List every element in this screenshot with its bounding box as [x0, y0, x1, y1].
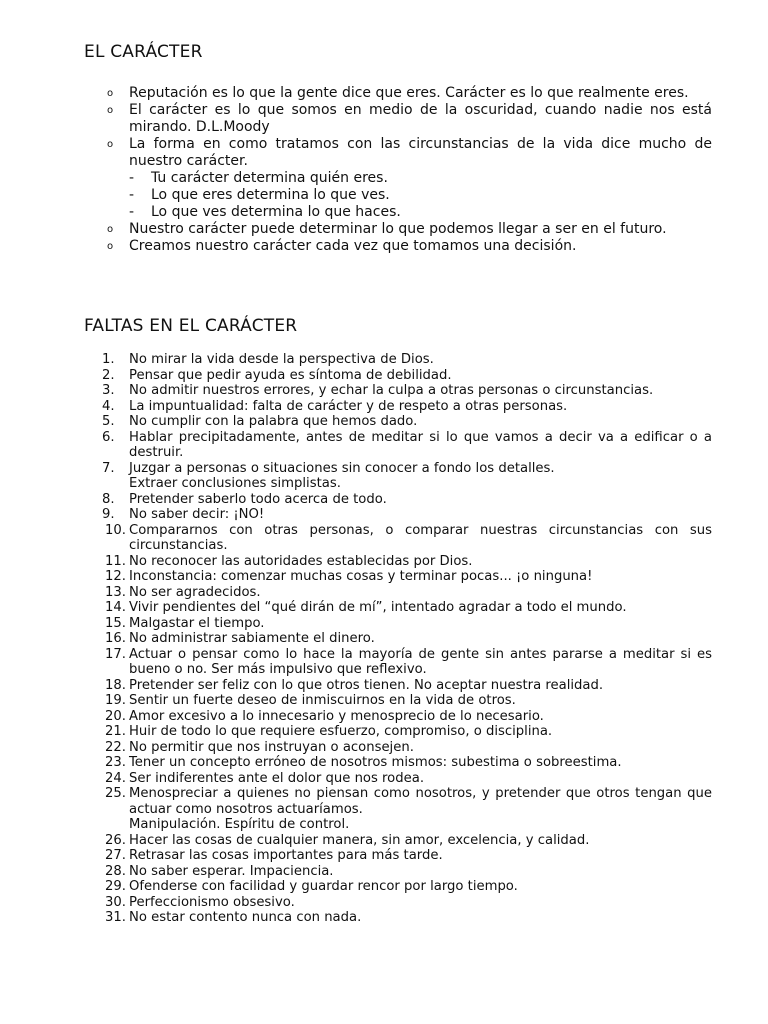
- item-number: 7.: [102, 460, 115, 476]
- list-item: [0, 678, 768, 694]
- item-text: Retrasar las cosas importantes para más tarde.: [129, 848, 443, 863]
- list-item: [0, 724, 768, 740]
- item-text: Pretender saberlo todo acerca de todo.: [129, 491, 387, 507]
- item-number: 5.: [102, 414, 115, 429]
- item-number: 10.: [105, 522, 126, 538]
- item-number: 13.: [105, 584, 126, 600]
- list-item: [0, 238, 768, 255]
- item-number: 20.: [105, 708, 126, 724]
- item-number: 30.: [105, 894, 126, 910]
- list-item: [0, 786, 768, 833]
- faults-numbered-list: [0, 352, 768, 926]
- item-text: No ser agradecidos.: [129, 584, 261, 600]
- list-item: [0, 523, 768, 554]
- item-text: No mirar la vida desde la perspectiva de Dios.: [129, 352, 434, 367]
- list-item: [0, 647, 768, 678]
- item-number: 24.: [105, 770, 126, 786]
- item-text: No saber esperar. Impaciencia.: [129, 863, 334, 879]
- list-item: [0, 864, 768, 880]
- item-text: Juzgar a personas o situaciones sin conocer a fondo los detalles.: [129, 460, 555, 476]
- sub-list-item: [129, 170, 712, 187]
- item-number: 27.: [105, 848, 126, 863]
- item-number: 14.: [105, 600, 126, 615]
- list-item: [0, 616, 768, 632]
- item-number: 26.: [105, 832, 126, 848]
- item-number: 29.: [105, 879, 126, 894]
- item-text: Compararnos con otras personas, o comparar nuestras circunstancias con sus circunstancias.: [129, 522, 712, 553]
- bullet-marker: o: [107, 105, 114, 116]
- item-number: 19.: [105, 693, 126, 708]
- list-item: [0, 895, 768, 911]
- item-text: No saber decir: ¡NO!: [129, 507, 265, 522]
- list-item: [0, 414, 768, 430]
- item-text: Tener un concepto erróneo de nosotros mismos: subestima o sobreestima.: [129, 755, 622, 770]
- sub-item-text: Lo que ves determina lo que haces.: [151, 204, 401, 220]
- list-item: [0, 569, 768, 585]
- list-item: [0, 693, 768, 709]
- item-number: 23.: [105, 755, 126, 770]
- item-text: No reconocer las autoridades establecidas por Dios.: [129, 553, 473, 569]
- bullet-text: Nuestro carácter puede determinar lo que podemos llegar a ser en el futuro.: [129, 221, 667, 237]
- dash-marker: -: [129, 187, 135, 203]
- item-continuation: Manipulación. Espíritu de control.: [129, 817, 350, 832]
- item-text: No cumplir con la palabra que hemos dado.: [129, 414, 418, 429]
- list-item: [0, 102, 768, 136]
- item-number: 17.: [105, 646, 126, 662]
- bullet-text: La forma en como tratamos con las circunstancias de la vida dice mucho de nuestro carácter.: [129, 136, 712, 169]
- item-text: Vivir pendientes del “qué dirán de mí”, intentado agradar a todo el mundo.: [129, 600, 627, 615]
- item-number: 31.: [105, 910, 126, 925]
- item-number: 3.: [102, 383, 115, 398]
- item-number: 12.: [105, 569, 126, 584]
- item-text: Hacer las cosas de cualquier manera, sin amor, excelencia, y calidad.: [129, 832, 590, 848]
- list-item: [0, 352, 768, 368]
- item-text: Perfeccionismo obsesivo.: [129, 894, 295, 910]
- item-number: 22.: [105, 739, 126, 755]
- list-item: [0, 585, 768, 601]
- item-text: Menospreciar a quienes no piensan como nosotros, y pretender que otros tengan que actuar como nosotros actuaríamos.: [129, 786, 712, 817]
- item-number: 21.: [105, 724, 126, 739]
- list-item: [0, 383, 768, 399]
- item-text: No admitir nuestros errores, y echar la culpa a otras personas o circunstancias.: [129, 383, 654, 398]
- item-text: Ofenderse con facilidad y guardar rencor por largo tiempo.: [129, 879, 518, 894]
- item-text: La impuntualidad: falta de carácter y de respeto a otras personas.: [129, 398, 568, 414]
- sub-list-item: [129, 204, 712, 221]
- list-item: [0, 554, 768, 570]
- list-item: [0, 879, 768, 895]
- bullet-text: Creamos nuestro carácter cada vez que tomamos una decisión.: [129, 238, 577, 254]
- item-number: 4.: [102, 398, 115, 414]
- item-text: No permitir que nos instruyan o aconsejen.: [129, 739, 414, 755]
- list-item: [0, 740, 768, 756]
- bullet-text: El carácter es lo que somos en medio de la oscuridad, cuando nadie nos está mirando. D.L.Moody: [129, 102, 712, 135]
- section-title-el-caracter: EL CARÁCTER: [84, 42, 203, 62]
- item-number: 8.: [102, 491, 115, 507]
- list-item: [0, 709, 768, 725]
- item-number: 2.: [102, 367, 115, 383]
- list-item: [0, 833, 768, 849]
- list-item: [0, 848, 768, 864]
- list-item: [0, 461, 768, 492]
- list-item: [0, 430, 768, 461]
- list-item: [0, 85, 768, 102]
- dash-marker: -: [129, 204, 135, 220]
- list-item: [0, 399, 768, 415]
- list-item: [0, 368, 768, 384]
- sub-item-text: Tu carácter determina quién eres.: [151, 170, 388, 186]
- item-text: Malgastar el tiempo.: [129, 615, 265, 631]
- list-item: [0, 221, 768, 238]
- item-text: No estar contento nunca con nada.: [129, 910, 362, 925]
- item-number: 28.: [105, 863, 126, 879]
- list-item: [0, 600, 768, 616]
- item-number: 11.: [105, 553, 126, 569]
- bullet-text: Reputación es lo que la gente dice que eres. Carácter es lo que realmente eres.: [129, 85, 689, 101]
- list-item: [0, 910, 768, 926]
- item-number: 18.: [105, 677, 126, 693]
- item-number: 9.: [102, 507, 115, 522]
- item-text: Pretender ser feliz con lo que otros tienen. No aceptar nuestra realidad.: [129, 677, 604, 693]
- item-number: 1.: [102, 352, 115, 367]
- item-text: No administrar sabiamente el dinero.: [129, 631, 375, 646]
- sub-item-text: Lo que eres determina lo que ves.: [151, 187, 390, 203]
- item-text: Sentir un fuerte deseo de inmiscuirnos en la vida de otros.: [129, 693, 516, 708]
- list-item: [0, 771, 768, 787]
- item-number: 15.: [105, 615, 126, 631]
- list-item: [0, 755, 768, 771]
- bullet-marker: o: [107, 139, 114, 150]
- item-number: 16.: [105, 631, 126, 646]
- bullet-marker: o: [107, 241, 114, 252]
- item-text: Ser indiferentes ante el dolor que nos rodea.: [129, 770, 425, 786]
- item-number: 6.: [102, 429, 115, 445]
- item-text: Amor excesivo a lo innecesario y menosprecio de lo necesario.: [129, 708, 544, 724]
- list-item: [0, 492, 768, 508]
- list-item: [0, 631, 768, 647]
- item-text: Huir de todo lo que requiere esfuerzo, compromiso, o disciplina.: [129, 724, 553, 739]
- sub-list-item: [129, 187, 712, 204]
- bullet-marker: o: [107, 224, 114, 235]
- section-title-faltas: FALTAS EN EL CARÁCTER: [84, 316, 298, 336]
- item-continuation: Extraer conclusiones simplistas.: [129, 476, 341, 491]
- item-text: Hablar precipitadamente, antes de meditar si lo que vamos a decir va a edificar o a destruir.: [129, 429, 712, 460]
- list-item: [0, 136, 768, 221]
- item-text: Actuar o pensar como lo hace la mayoría de gente sin antes pararse a meditar si es bueno o no. Ser más impulsivo que reflexivo.: [129, 646, 712, 677]
- bullet-marker: o: [107, 88, 114, 99]
- item-text: Pensar que pedir ayuda es síntoma de debilidad.: [129, 367, 452, 383]
- character-bullet-list: [0, 85, 768, 255]
- item-text: Inconstancia: comenzar muchas cosas y terminar pocas... ¡o ninguna!: [129, 569, 593, 584]
- list-item: [0, 507, 768, 523]
- dash-marker: -: [129, 170, 135, 186]
- item-number: 25.: [105, 786, 126, 801]
